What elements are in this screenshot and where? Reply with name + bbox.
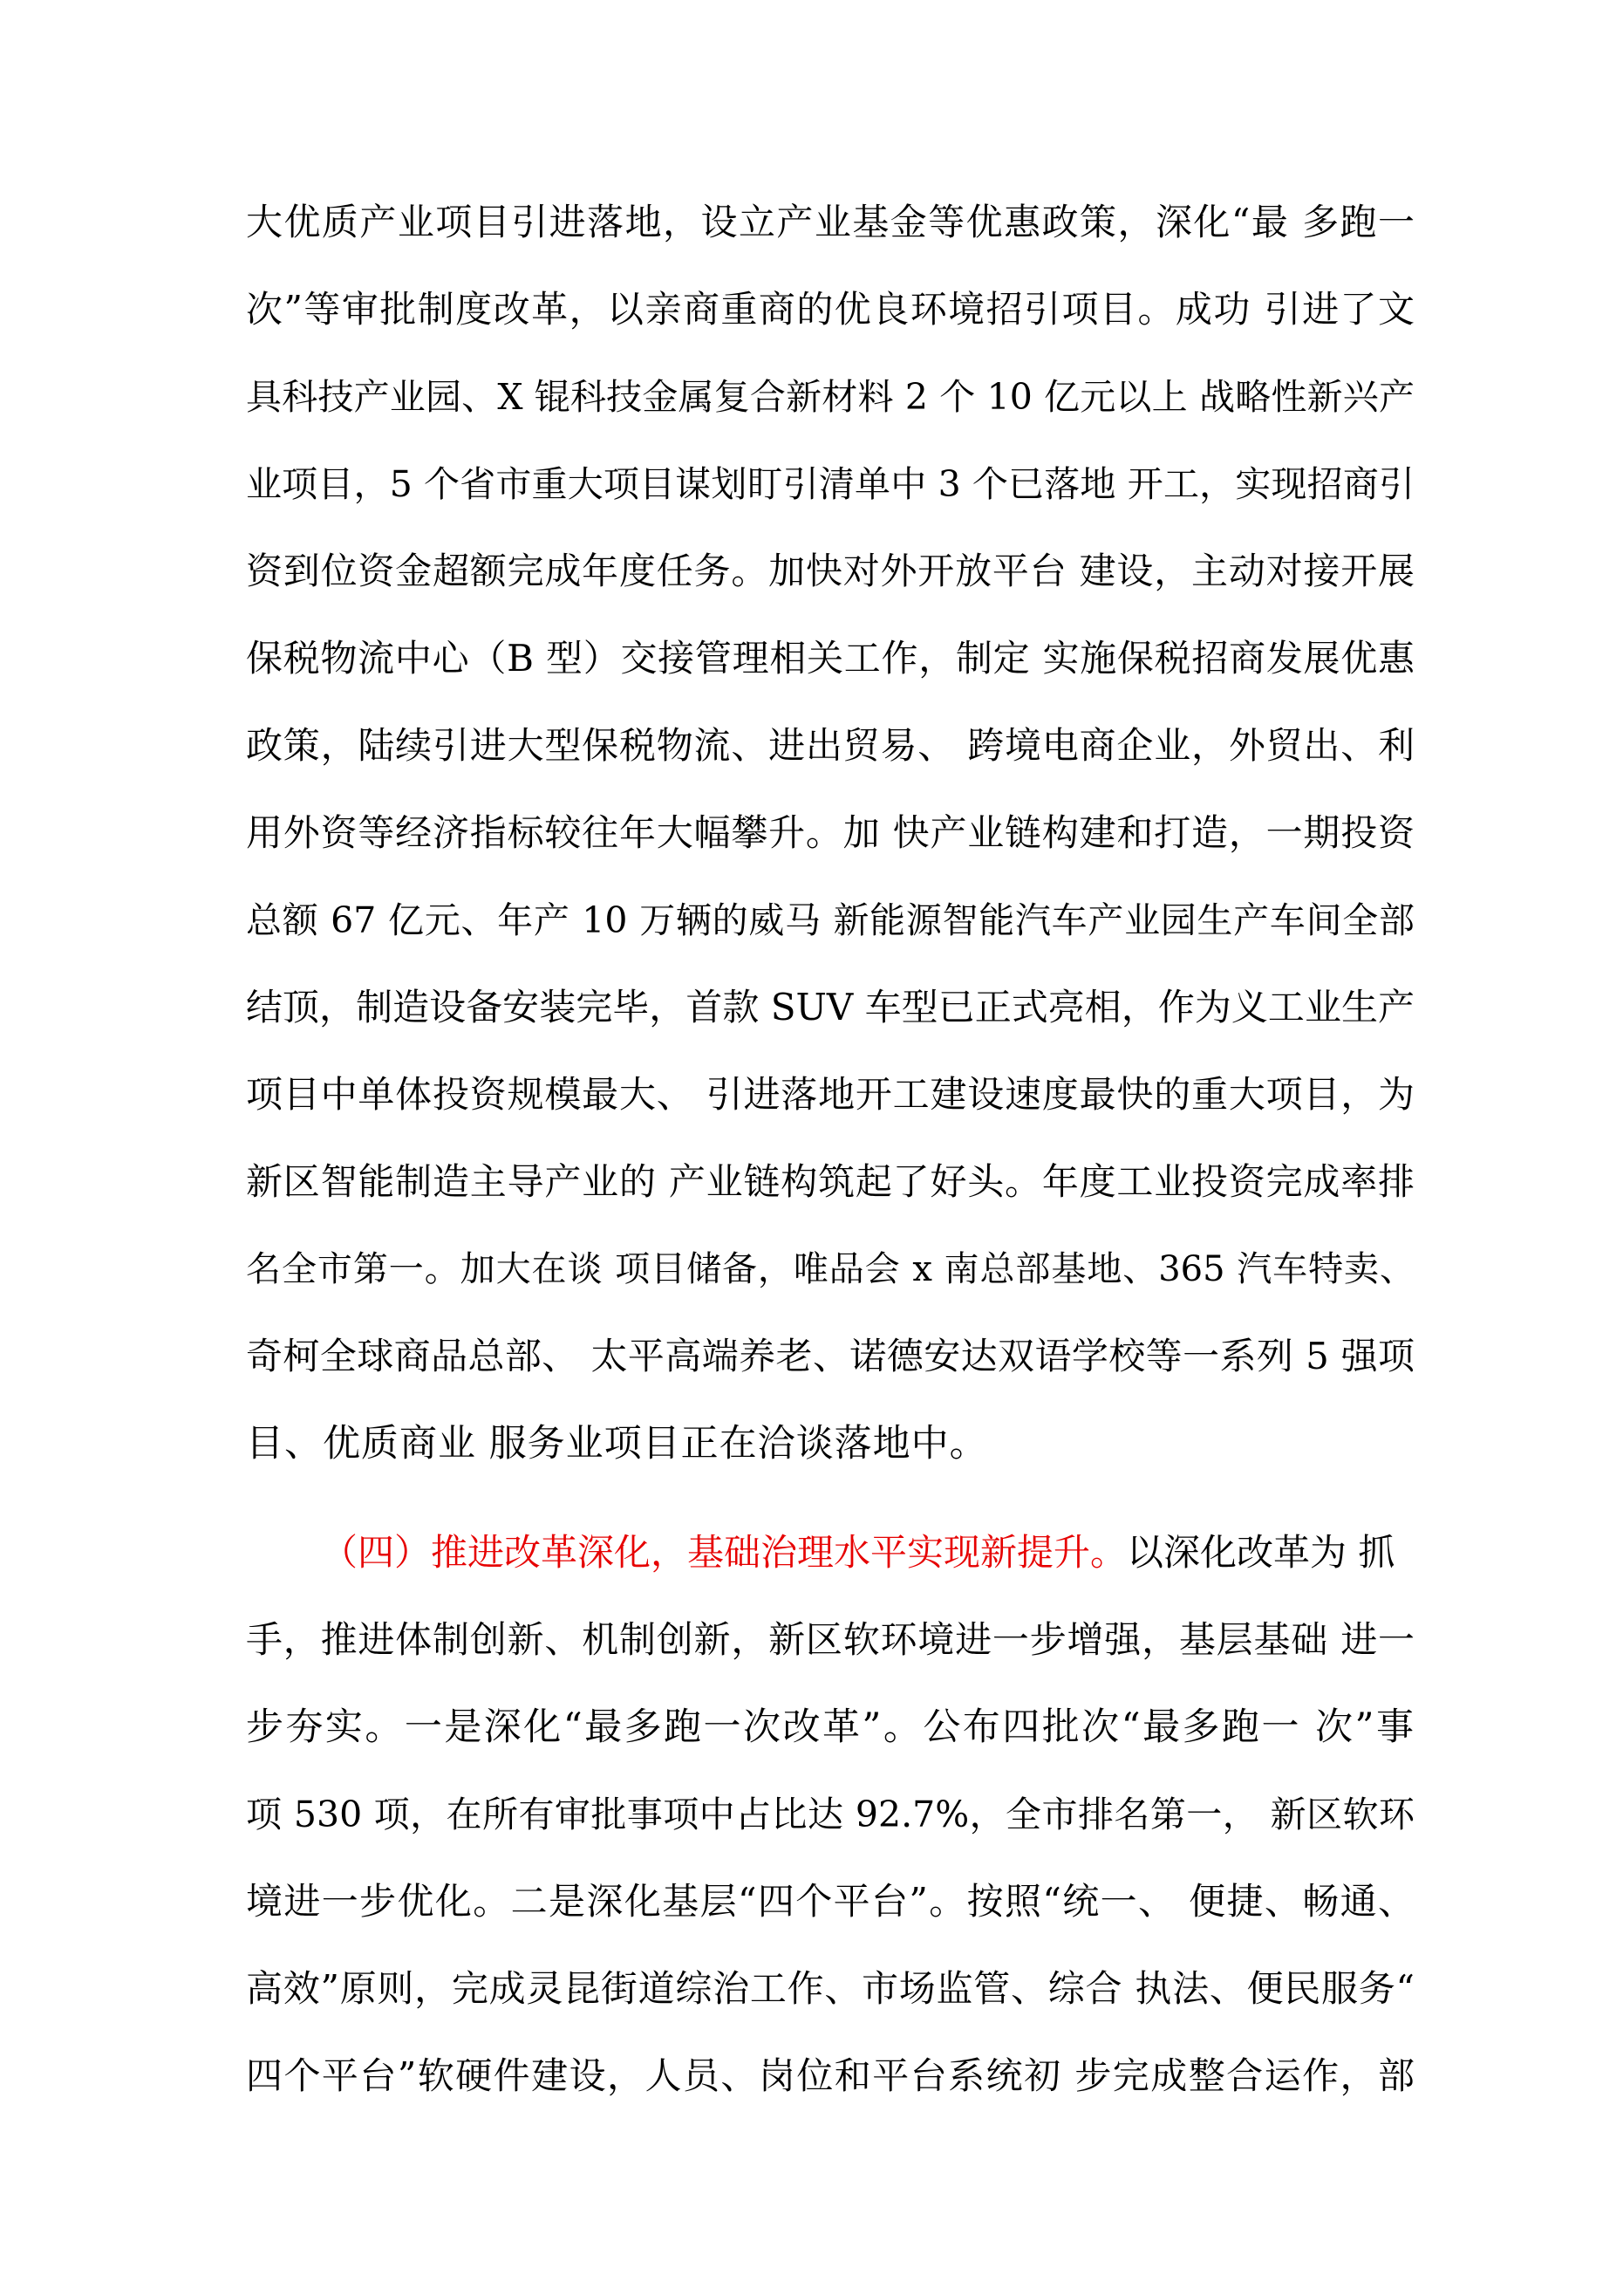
paragraph-line: 新区智能制造主导产业的 产业链构筑起了好头。年度工业投资完成率排 [246,1160,1415,1203]
section-heading-line [321,1509,1415,1596]
paragraph-line: 高效”原则，完成灵昆街道综治工作、市场监管、综合 执法、便民服务“ [246,1967,1415,2010]
paragraph-line: 业项目，5 个省市重大项目谋划盯引清单中 3 个已落地 开工，实现招商引 [246,463,1415,505]
paragraph-line: 次”等审批制度改革，以亲商重商的优良环境招引项目。成功 引进了文 [246,288,1415,331]
paragraph-line: 奇柯全球商品总部、 太平高端养老、诺德安达双语学校等一系列 5 强项 [246,1335,1415,1377]
paragraph-line: 保税物流中心（B 型）交接管理相关工作，制定 实施保税招商发展优惠 [246,637,1415,680]
paragraph-line: 用外资等经济指标较往年大幅攀升。加 快产业链构建和打造，一期投资 [246,811,1415,854]
paragraph-line: 资到位资金超额完成年度任务。加快对外开放平台 建设，主动对接开展 [246,550,1415,592]
paragraph-line: 手，推进体制创新、机制创新，新区软环境进一步增强，基层基础 进一 [246,1618,1415,1661]
paragraph-line: 名全市第一。加大在谈 项目储备，唯品会 x 南总部基地、365 汽车特卖、 [246,1249,1415,1289]
paragraph-line: 项目中单体投资规模最大、 引进落地开工建设速度最快的重大项目，为 [246,1073,1415,1116]
paragraph-line: 境进一步优化。二是深化基层“四个平台”。按照“统一、 便捷、畅通、 [246,1880,1415,1923]
paragraph-line: 大优质产业项目引进落地，设立产业基金等优惠政策，深化“最 多跑一 [246,201,1415,243]
paragraph-line: 政策，陆续引进大型保税物流、进出贸易、 跨境电商企业，外贸出、利 [246,724,1415,767]
paragraph-line: 项 530 项，在所有审批事项中占比达 92.7%，全市排名第一， 新区软环 [246,1794,1415,1835]
paragraph-line: 四个平台”软硬件建设，人员、岗位和平台系统初 步完成整合运作，部 [246,2054,1415,2097]
paragraph-line: 步夯实。一是深化“最多跑一次改革”。公布四批次“最多跑一 次”事 [246,1705,1415,1749]
heading-line-rest: 以深化改革为 抓 [1127,1531,1395,1574]
paragraph-line: 总额 67 亿元、年产 10 万辆的威马 新能源智能汽车产业园生产车间全部 [246,899,1415,941]
paragraph-line: 具科技产业园、X 锟科技金属复合新材料 2 个 10 亿元以上 战略性新兴产 [246,376,1415,418]
paragraph-line: 结顶，制造设备安装完毕，首款 SUV 车型已正式亮相，作为义工业生产 [246,986,1415,1028]
paragraph-line-last: 目、优质商业 服务业项目正在洽谈落地中。 [246,1422,988,1466]
section-heading: （四）推进改革深化，基础治理水平实现新提升。 [321,1531,1128,1574]
